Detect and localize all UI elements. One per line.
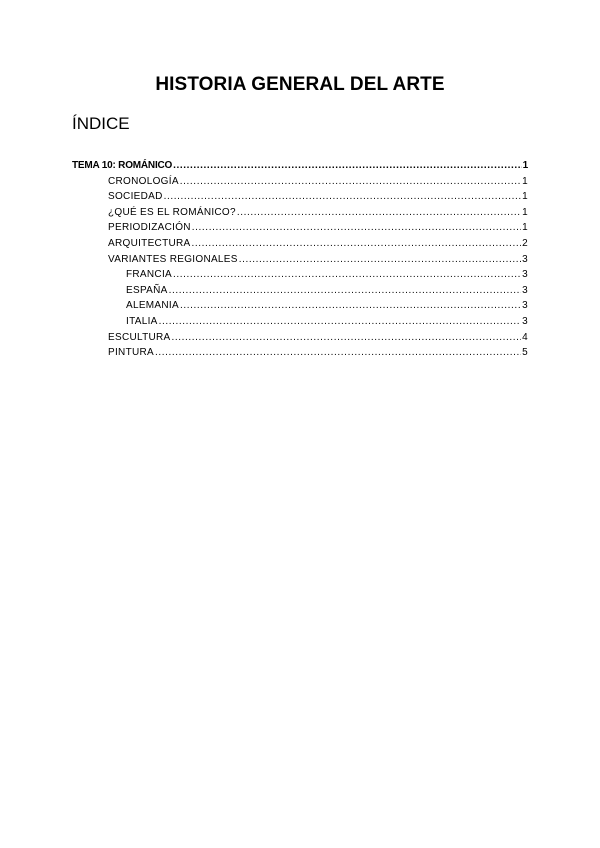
toc-entry-label: CRONOLOGÍA <box>108 175 179 187</box>
toc-entry-label: ESCULTURA <box>108 331 171 343</box>
index-heading: ÍNDICE <box>72 114 130 133</box>
toc-dot-leader <box>172 332 522 343</box>
toc-page-number: 2 <box>522 237 528 249</box>
toc-entry-label: ¿QUÉ ES EL ROMÁNICO? <box>108 206 236 218</box>
toc-page-number: 1 <box>522 175 528 187</box>
toc-entry[interactable] <box>72 347 528 363</box>
toc-dot-leader <box>169 285 521 296</box>
toc-page-number: 3 <box>522 269 528 281</box>
toc-dot-leader <box>155 347 521 358</box>
toc-entry[interactable] <box>72 316 528 332</box>
toc-entry-label: SOCIEDAD <box>108 191 163 203</box>
toc-page-number: 1 <box>522 222 528 234</box>
toc-entry-label: ITALIA <box>126 315 158 327</box>
toc-dot-leader <box>159 316 522 327</box>
toc-entry[interactable] <box>72 300 528 316</box>
toc-entry-label: TEMA 10: ROMÁNICO <box>72 160 173 171</box>
toc-dot-leader <box>237 207 521 218</box>
toc-entry[interactable] <box>72 332 528 348</box>
toc-entry-label: ALEMANIA <box>126 300 179 312</box>
toc-entry-label: ARQUITECTURA <box>108 237 191 249</box>
toc-entry-label: PINTURA <box>108 347 154 359</box>
toc-page-number: 1 <box>522 160 528 171</box>
toc-page-number: 3 <box>522 315 528 327</box>
toc-dot-leader <box>192 222 521 233</box>
toc-page-number: 4 <box>522 331 528 343</box>
toc-entry[interactable] <box>72 160 528 176</box>
toc-page-number: 1 <box>522 191 528 203</box>
toc-dot-leader <box>173 160 522 171</box>
toc-dot-leader <box>180 176 521 187</box>
toc-entry-label: VARIANTES REGIONALES <box>108 253 238 265</box>
toc-entry[interactable] <box>72 254 528 270</box>
table-of-contents <box>72 160 528 363</box>
toc-entry-label: ESPAÑA <box>126 284 168 296</box>
toc-entry[interactable] <box>72 222 528 238</box>
toc-entry-label: PERIODIZACIÓN <box>108 222 191 234</box>
toc-dot-leader <box>180 300 521 311</box>
toc-entry[interactable] <box>72 191 528 207</box>
toc-page-number: 3 <box>522 284 528 296</box>
toc-entry[interactable] <box>72 238 528 254</box>
document-title: HISTORIA GENERAL DEL ARTE <box>155 74 445 95</box>
toc-page-number: 3 <box>522 300 528 312</box>
toc-page-number: 3 <box>522 253 528 265</box>
toc-dot-leader <box>239 254 521 265</box>
toc-dot-leader <box>164 191 521 202</box>
toc-page-number: 1 <box>522 206 528 218</box>
toc-entry[interactable] <box>72 285 528 301</box>
toc-entry[interactable] <box>72 207 528 223</box>
toc-page-number: 5 <box>522 347 528 359</box>
toc-entry[interactable] <box>72 176 528 192</box>
toc-entry-label: FRANCIA <box>126 269 172 281</box>
toc-entry[interactable] <box>72 269 528 285</box>
toc-dot-leader <box>173 269 521 280</box>
toc-dot-leader <box>192 238 522 249</box>
